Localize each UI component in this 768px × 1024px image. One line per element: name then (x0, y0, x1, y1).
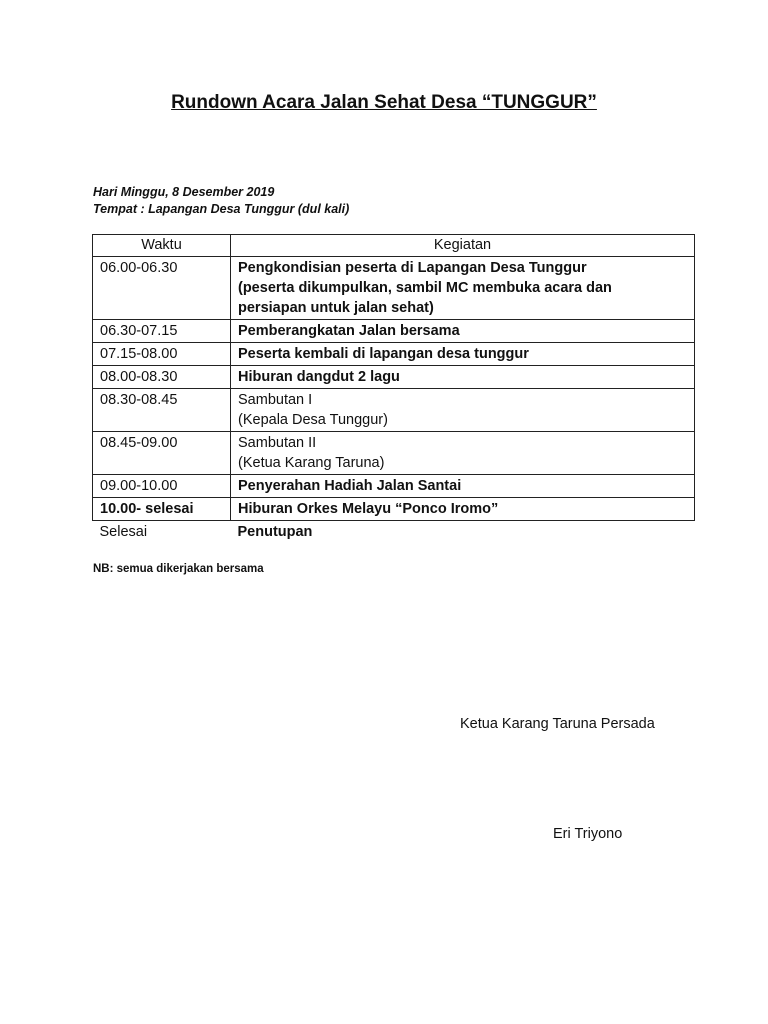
document-title: Rundown Acara Jalan Sehat Desa “TUNGGUR” (171, 92, 597, 113)
activity-line: (peserta dikumpulkan, sambil MC membuka acara dan (238, 280, 612, 296)
activity-line: Pengkondisian peserta di Lapangan Desa Tunggur (238, 260, 587, 276)
table-row (93, 389, 695, 432)
activity-cell (231, 366, 695, 389)
table-row (93, 343, 695, 366)
time-cell: 06.30-07.15 (93, 320, 231, 343)
activity-cell (231, 257, 695, 320)
activity-cell (231, 343, 695, 366)
time-cell: Selesai (99, 524, 148, 540)
activity-cell (231, 521, 695, 544)
time-cell: 08.00-08.30 (93, 366, 231, 389)
header-waktu: Waktu (93, 235, 231, 257)
table-row (93, 366, 695, 389)
activity-line: Sambutan I (238, 392, 313, 408)
time-cell: 08.30-08.45 (93, 389, 231, 432)
table-row (93, 475, 695, 498)
place-line: Tempat : Lapangan Desa Tunggur (dul kali) (93, 202, 350, 216)
activity-line: Pemberangkatan Jalan bersama (238, 323, 460, 339)
activity-cell (231, 475, 695, 498)
activity-line: Peserta kembali di lapangan desa tunggur (238, 346, 529, 362)
table-row (93, 521, 695, 544)
table-header-row (93, 235, 695, 257)
activity-line: Penyerahan Hadiah Jalan Santai (238, 478, 462, 494)
activity-cell (231, 498, 695, 521)
activity-line: Hiburan Orkes Melayu “Ponco Iromo” (238, 501, 499, 517)
header-kegiatan: Kegiatan (231, 235, 695, 257)
activity-line: Penutupan (237, 524, 313, 540)
time-cell: 10.00- selesai (93, 498, 231, 521)
time-cell: 07.15-08.00 (93, 343, 231, 366)
date-line: Hari Minggu, 8 Desember 2019 (93, 185, 275, 199)
schedule-table (92, 234, 695, 543)
activity-line: (Kepala Desa Tunggur) (238, 412, 388, 428)
table-row (93, 432, 695, 475)
note-text: NB: semua dikerjakan bersama (93, 563, 264, 575)
time-cell: 06.00-06.30 (93, 257, 231, 320)
signature-name: Eri Triyono (553, 826, 623, 842)
activity-line: Hiburan dangdut 2 lagu (238, 369, 400, 385)
table-row (93, 257, 695, 320)
activity-line: Sambutan II (238, 435, 317, 451)
time-cell: 09.00-10.00 (93, 475, 231, 498)
activity-line: persiapan untuk jalan sehat) (238, 300, 434, 316)
table-row (93, 320, 695, 343)
table-row (93, 498, 695, 521)
activity-line: (Ketua Karang Taruna) (238, 455, 385, 471)
time-cell: 08.45-09.00 (93, 432, 231, 475)
activity-cell (231, 432, 695, 475)
activity-cell (231, 320, 695, 343)
activity-cell (231, 389, 695, 432)
signature-title: Ketua Karang Taruna Persada (460, 716, 655, 732)
